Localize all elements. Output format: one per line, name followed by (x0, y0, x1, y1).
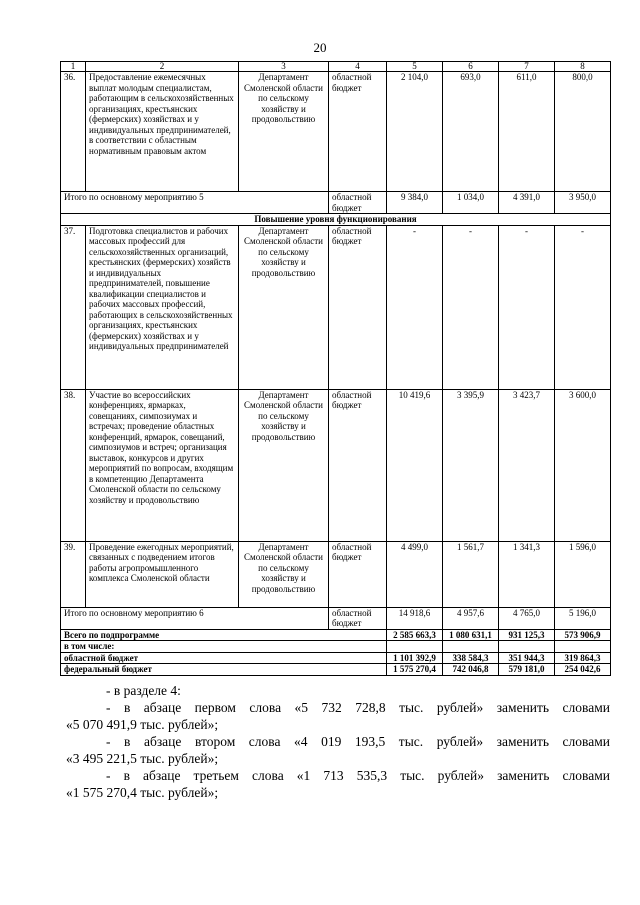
row-value: 2 104,0 (387, 72, 443, 192)
grand-total-label: Всего по подпрограмме (61, 629, 387, 641)
col-header: 1 (61, 62, 86, 72)
total-label: Итого по основному мероприятию 5 (61, 192, 329, 214)
row-source: областной бюджет (329, 225, 387, 389)
row-value: - (499, 225, 555, 389)
col-header: 4 (329, 62, 387, 72)
col-header: 5 (387, 62, 443, 72)
section-heading-row (61, 214, 611, 226)
total-row (61, 607, 611, 629)
col-header: 6 (443, 62, 499, 72)
table-row (61, 541, 611, 607)
total-source: областной бюджет (329, 192, 387, 214)
row-source: областной бюджет (329, 541, 387, 607)
col-header: 3 (239, 62, 329, 72)
row-description: Проведение ежегодных мероприятий, связанных с подведением итогов работы агропромышленного комплекса Смоленской области (86, 541, 239, 607)
row-description: Предоставление ежемесячных выплат молодым специалистам, работающим в сельскохозяйственных организациях, крестьянских (фермерских) хозяйствах и у индивидуальных предпринимателей, в соответствии с областным нормативным правовым актом (86, 72, 239, 192)
table-row (61, 72, 611, 192)
row-number: 39. (61, 541, 86, 607)
amendment-line: - в абзаце втором слова «4 019 193,5 тыс. рублей» заменить словами (106, 734, 610, 749)
total-value: 5 196,0 (555, 607, 611, 629)
empty-cell (555, 641, 611, 653)
section-title: Повышение уровня функционирования (61, 214, 611, 226)
row-value: - (443, 225, 499, 389)
total-source: областной бюджет (329, 607, 387, 629)
row-value: 3 600,0 (555, 389, 611, 541)
federal-budget-value: 742 046,8 (443, 664, 499, 676)
col-header: 7 (499, 62, 555, 72)
row-value: - (555, 225, 611, 389)
table-row (61, 389, 611, 541)
row-number: 37. (61, 225, 86, 389)
empty-cell (443, 641, 499, 653)
budget-table (60, 61, 611, 676)
row-value: 800,0 (555, 72, 611, 192)
row-source: областной бюджет (329, 72, 387, 192)
regional-budget-value: 319 864,3 (555, 652, 611, 664)
total-value: 14 918,6 (387, 607, 443, 629)
grand-total-value: 2 585 663,3 (387, 629, 443, 641)
row-executor: Департамент Смоленской области по сельскому хозяйству и продовольствию (239, 389, 329, 541)
total-value: 3 950,0 (555, 192, 611, 214)
row-number: 38. (61, 389, 86, 541)
including-row (61, 641, 611, 653)
grand-total-value: 931 125,3 (499, 629, 555, 641)
regional-budget-row (61, 652, 611, 664)
empty-cell (387, 641, 443, 653)
amendment-line: «5 070 491,9 тыс. рублей»; (66, 717, 219, 732)
grand-total-value: 573 906,9 (555, 629, 611, 641)
row-number: 36. (61, 72, 86, 192)
row-description: Участие во всероссийских конференциях, ярмарках, совещаниях, симпозиумах и встречах; проведение областных конференций, ярмарок, совещаний, симпозиумов и встреч; организация выставок, конкурсов и других мероприятий по вопросам, входящим в компетенцию Департамента Смоленской области по сельскому хозяйству и продовольствию (86, 389, 239, 541)
col-header: 8 (555, 62, 611, 72)
grand-total-value: 1 080 631,1 (443, 629, 499, 641)
page-number: 20 (313, 40, 327, 55)
row-value: 1 596,0 (555, 541, 611, 607)
amendment-line: - в абзаце первом слова «5 732 728,8 тыс. рублей» заменить словами (106, 700, 610, 715)
row-executor: Департамент Смоленской области по сельскому хозяйству и продовольствию (239, 72, 329, 192)
total-value: 4 765,0 (499, 607, 555, 629)
including-label: в том числе: (61, 641, 387, 653)
row-value: 611,0 (499, 72, 555, 192)
total-value: 4 957,6 (443, 607, 499, 629)
federal-budget-value: 254 042,6 (555, 664, 611, 676)
grand-total-row (61, 629, 611, 641)
regional-budget-value: 1 101 392,9 (387, 652, 443, 664)
total-value: 9 384,0 (387, 192, 443, 214)
federal-budget-label: федеральный бюджет (61, 664, 387, 676)
row-value: 1 341,3 (499, 541, 555, 607)
row-source: областной бюджет (329, 389, 387, 541)
federal-budget-value: 579 181,0 (499, 664, 555, 676)
row-executor: Департамент Смоленской области по сельскому хозяйству и продовольствию (239, 225, 329, 389)
col-header: 2 (86, 62, 239, 72)
federal-budget-value: 1 575 270,4 (387, 664, 443, 676)
regional-budget-label: областной бюджет (61, 652, 387, 664)
amendment-line: - в абзаце третьем слова «1 713 535,3 тыс. рублей» заменить словами (106, 768, 610, 783)
row-value: 4 499,0 (387, 541, 443, 607)
row-value: 3 423,7 (499, 389, 555, 541)
amendment-line: «3 495 221,5 тыс. рублей»; (66, 751, 219, 766)
regional-budget-value: 351 944,3 (499, 652, 555, 664)
row-executor: Департамент Смоленской области по сельскому хозяйству и продовольствию (239, 541, 329, 607)
column-number-row (61, 62, 611, 72)
total-value: 4 391,0 (499, 192, 555, 214)
empty-cell (499, 641, 555, 653)
table-row (61, 225, 611, 389)
amendment-line: «1 575 270,4 тыс. рублей»; (66, 785, 219, 800)
regional-budget-value: 338 584,3 (443, 652, 499, 664)
row-value: 1 561,7 (443, 541, 499, 607)
amendment-line: - в разделе 4: (106, 683, 181, 698)
row-value: 10 419,6 (387, 389, 443, 541)
row-description: Подготовка специалистов и рабочих массовых профессий для сельскохозяйственных организаций, крестьянских (фермерских) хозяйств и индивидуальных предпринимателей, повышение квалификации специалистов и рабочих массовых профессий, работающих в сельскохозяйственных организациях, крестьянских (фермерских) хозяйствах и у индивидуальных предпринимателей (86, 225, 239, 389)
total-label: Итого по основному мероприятию 6 (61, 607, 329, 629)
row-value: 3 395,9 (443, 389, 499, 541)
total-row (61, 192, 611, 214)
federal-budget-row (61, 664, 611, 676)
total-value: 1 034,0 (443, 192, 499, 214)
row-value: - (387, 225, 443, 389)
row-value: 693,0 (443, 72, 499, 192)
